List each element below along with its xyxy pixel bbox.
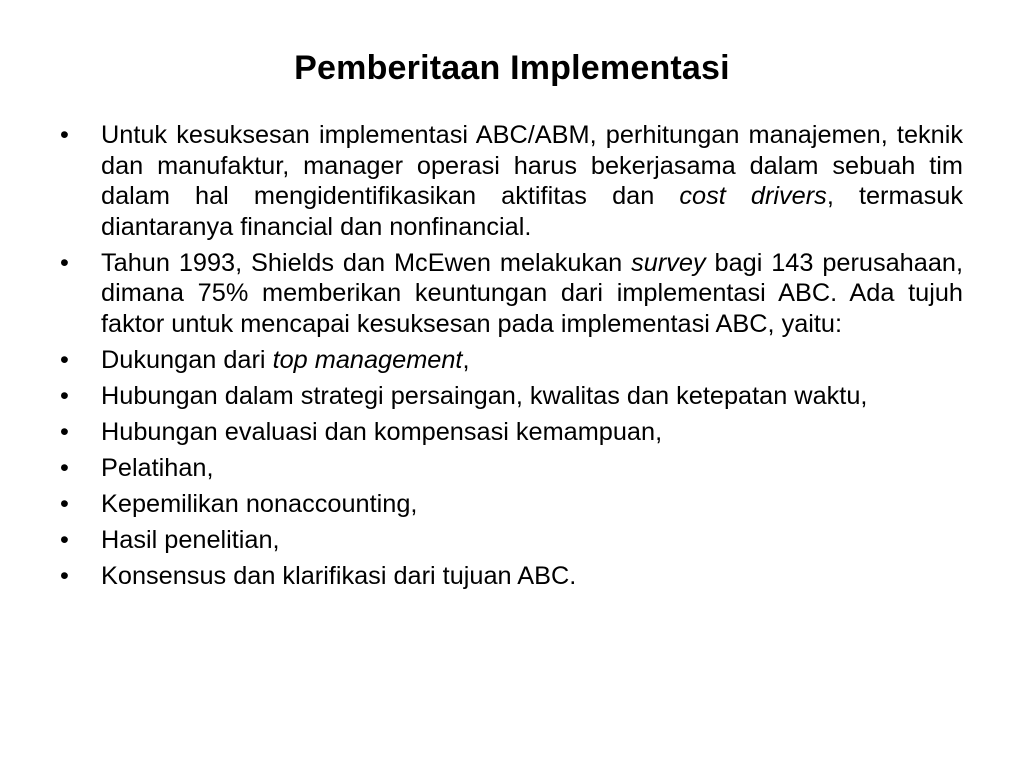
bullet-dot-icon: • [60, 417, 69, 446]
bullet-item [60, 489, 963, 520]
text-segment: bagi 143 perusahaan, dimana 75% memberikan keuntungan dari implementasi ABC. Ada tujuh faktor untuk mencapai kesuksesan pada implementasi ABC, yaitu: [101, 248, 963, 338]
text-segment: , [462, 345, 470, 374]
text-segment: Untuk kesuksesan implementasi ABC/ABM, perhitungan manajemen, teknik dan manufaktur, manager operasi harus bekerjasama dalam sebuah tim dalam hal mengidentifikasikan aktifitas dan [101, 121, 963, 210]
bullet-text [101, 417, 963, 448]
bullet-text [101, 561, 963, 592]
bullet-item [60, 525, 963, 556]
bullet-text [101, 248, 963, 340]
bullet-item [60, 248, 963, 340]
bullet-dot-icon: • [60, 345, 69, 374]
italic-term: cost drivers [679, 182, 827, 210]
text-segment: Tahun 1993, Shields dan McEwen melakukan [101, 248, 632, 277]
text-segment: , termasuk diantaranya financial dan nonfinancial. [101, 182, 963, 241]
bullet-list [60, 120, 963, 597]
bullet-item [60, 381, 963, 412]
bullet-item [60, 453, 963, 484]
bullet-dot-icon: • [60, 489, 69, 518]
bullet-text [101, 381, 963, 412]
text-segment: Hubungan evaluasi dan kompensasi kemampuan, [101, 417, 663, 446]
text-segment: Konsensus dan klarifikasi dari tujuan ABC. [101, 561, 577, 590]
bullet-dot-icon: • [60, 561, 69, 590]
text-segment: Dukungan dari [101, 345, 273, 374]
bullet-text [101, 453, 963, 484]
italic-term: top management [272, 345, 463, 374]
text-segment: Hasil penelitian, [101, 525, 280, 554]
bullet-dot-icon: • [60, 121, 69, 149]
bullet-item [60, 345, 963, 376]
bullet-dot-icon: • [60, 381, 69, 410]
bullet-dot-icon: • [60, 525, 69, 554]
bullet-item [60, 417, 963, 448]
bullet-dot-icon: • [60, 248, 69, 277]
bullet-item [60, 561, 963, 592]
bullet-item [60, 120, 963, 242]
bullet-text [101, 525, 963, 556]
text-segment: Kepemilikan nonaccounting, [101, 489, 418, 518]
italic-term: survey [631, 248, 706, 277]
text-segment: Pelatihan, [101, 453, 214, 482]
bullet-text [101, 345, 963, 376]
bullet-dot-icon: • [60, 453, 69, 482]
text-segment: Hubungan dalam strategi persaingan, kwalitas dan ketepatan waktu, [101, 381, 868, 410]
bullet-text [101, 120, 963, 242]
slide-title: Pemberitaan Implementasi [294, 49, 730, 87]
bullet-text [101, 489, 963, 520]
